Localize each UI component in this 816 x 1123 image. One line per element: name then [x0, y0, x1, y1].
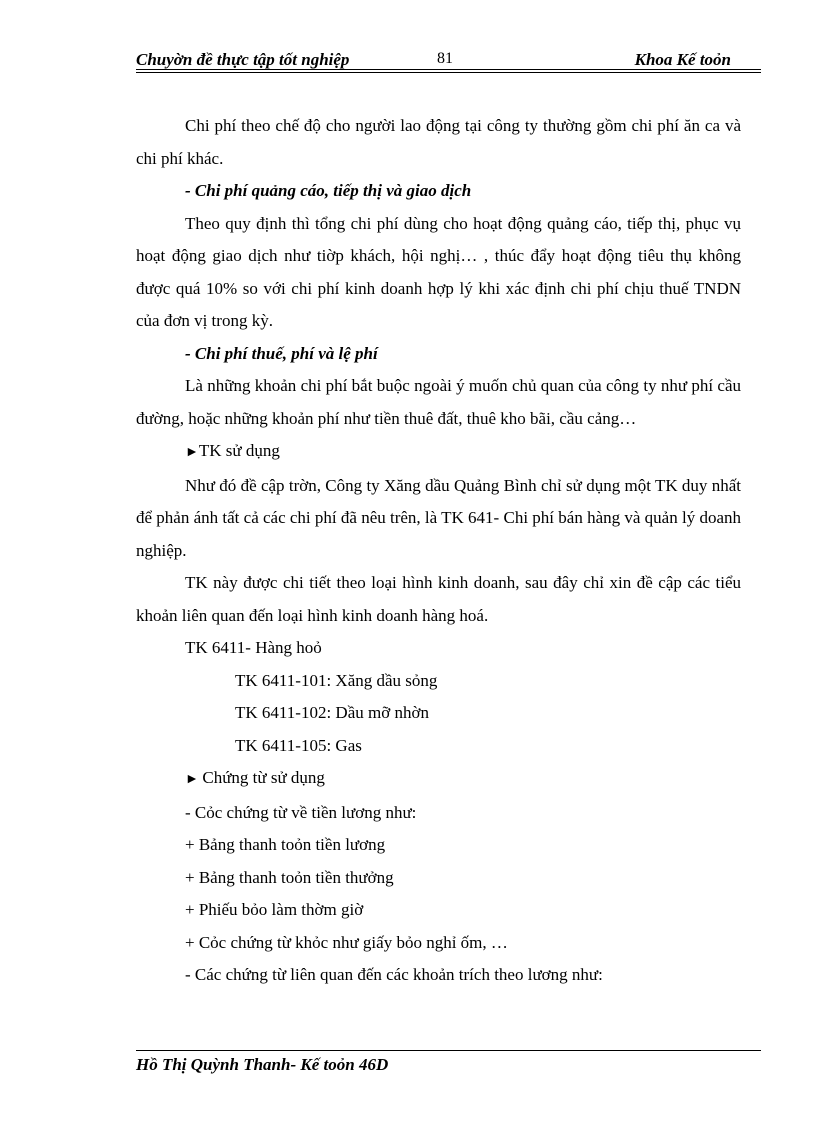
paragraph-tk-detail: TK này được chi tiết theo loại hình kinh doanh, sau đây chỉ xin đề cập các tiểu khoản liên quan đến loại hình kinh doanh hàng hoá.: [136, 573, 741, 625]
document-body: [136, 110, 741, 992]
list-item: - Cỏc chứng từ về tiền lương như:: [185, 802, 417, 822]
paragraph-tk-641: Như đó đề cập trờn, Công ty Xăng dầu Quảng Bình chỉ sử dụng một TK duy nhất để phản ánh tất cả các chi phí đã nêu trên, là TK 641- Chi phí bán hàng và quản lý doanh nghiệp.: [136, 475, 741, 560]
list-item: + Cỏc chứng từ khỏc như giấy bỏo nghỉ ốm, …: [185, 932, 508, 952]
documents-used-label: Chứng từ sử dụng: [202, 768, 325, 787]
paragraph-taxes-fees: Là những khoản chi phí bắt buộc ngoài ý muốn chủ quan của công ty như phí cầu đường, hoặc những khoản phí như tiền thuê đất, thuê kho bãi, cầu cảng…: [136, 376, 741, 428]
documents-used-line: [136, 762, 741, 797]
paragraph-labor-costs: Chi phí theo chế độ cho người lao động tại công ty thường gồm chi phí ăn ca và chi phí khác.: [136, 116, 741, 168]
footer-rule: [136, 1050, 761, 1051]
list-item: + Bảng thanh toỏn tiền lương: [185, 835, 386, 854]
tk-usage-line: [136, 435, 741, 470]
list-item: + Phiếu bỏo làm thờm giờ: [185, 900, 364, 919]
tk-subaccount-102: TK 6411-102: Dầu mỡ nhờn: [235, 703, 429, 722]
heading-advertising: - Chi phí quảng cáo, tiếp thị và giao dịch: [185, 181, 472, 200]
heading-taxes-fees: - Chi phí thuế, phí và lệ phí: [185, 343, 378, 363]
header-title: Chuyờn đề thực tập tốt nghiệp: [136, 50, 350, 69]
page-number: 81: [437, 50, 453, 67]
tk-6411-line: TK 6411- Hàng hoỏ: [185, 638, 322, 657]
header-rule: [136, 69, 761, 70]
header-rule-second: [136, 72, 761, 73]
list-item: - Các chứng từ liên quan đến các khoản trích theo lương như:: [185, 965, 603, 984]
triangle-bullet-icon: ►: [185, 445, 199, 460]
tk-subaccount-105: TK 6411-105: Gas: [235, 735, 362, 755]
header-faculty: Khoa Kế toỏn: [634, 50, 731, 69]
footer-author: Hồ Thị Quỳnh Thanh- Kế toỏn 46D: [136, 1055, 389, 1074]
triangle-bullet-icon: ►: [185, 772, 203, 787]
paragraph-advertising: Theo quy định thì tổng chi phí dùng cho hoạt động quảng cáo, tiếp thị, phục vụ hoạt động giao dịch như tiờp khách, hội nghị… , thúc đẩy hoạt động tiêu thụ không được quá 10% so với chi phí kinh doanh hợp lý khi xác định chi phí chịu thuế TNDN của đơn vị trong kỳ.: [136, 213, 741, 330]
tk-subaccount-101: TK 6411-101: Xăng dầu sỏng: [235, 670, 438, 690]
list-item: + Bảng thanh toỏn tiền thưởng: [185, 867, 394, 887]
tk-usage-label: TK sử dụng: [198, 441, 280, 460]
